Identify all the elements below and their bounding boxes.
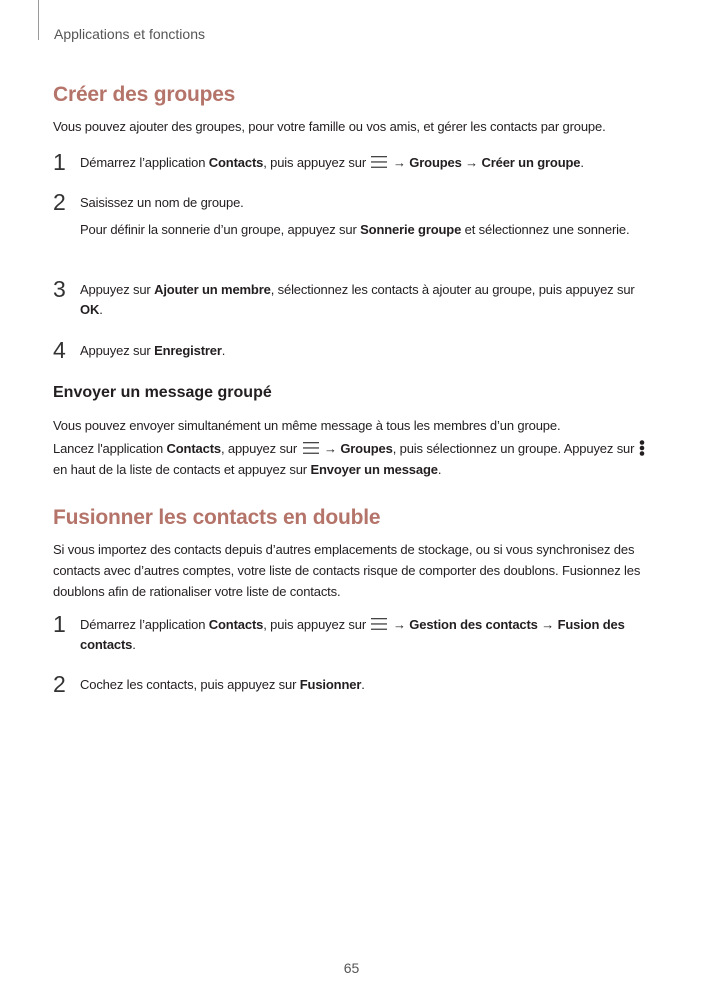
step-number: 2 [53,189,66,215]
menu-icon [371,618,387,630]
menu-icon [303,442,319,454]
step-number: 2 [53,671,66,697]
paragraph: Vous pouvez envoyer simultanément un même message à tous les membres d’un groupe. [53,418,561,433]
section-intro: Vous pouvez ajouter des groupes, pour votre famille ou vos amis, et gérer les contacts par groupe. [53,119,606,134]
section-intro: Si vous importez des contacts depuis d’autres emplacements de stockage, ou si vous synchronisez des contacts avec d’autres comptes, votre liste de contacts risque de comporter des doublons. Fusionnez les doublons afin de rationaliser votre liste de contacts. [53,542,641,599]
subsection-title-group-message: Envoyer un message groupé [53,384,272,401]
paragraph: Lancez l'application Contacts, appuyez sur → Groupes, puis sélectionnez un groupe. Appuyez sur en haut de la liste de contacts et appuyez sur Envoyer un message. [53,438,653,480]
step-number: 1 [53,149,66,175]
page-number: 65 [343,960,360,976]
step-number: 4 [53,337,66,363]
more-options-icon [639,440,645,456]
step-text: Démarrez l’application Contacts, puis appuyez sur → Gestion des contacts → Fusion des contacts. [80,617,625,652]
step-text: Démarrez l’application Contacts, puis appuyez sur → Groupes → Créer un groupe. [80,155,584,170]
margin-rule [38,0,39,40]
section-title-create-groups: Créer des groupes [53,83,236,106]
step-text: Saisissez un nom de groupe. [80,195,244,210]
menu-icon [371,156,387,168]
step-number: 3 [53,276,66,302]
running-header: Applications et fonctions [54,26,205,42]
step-text: Appuyez sur Enregistrer. [80,343,226,358]
step-subtext: Pour définir la sonnerie d’un groupe, appuyez sur Sonnerie groupe et sélectionnez une sonnerie. [80,222,630,237]
section-title-merge-duplicates: Fusionner les contacts en double [53,506,381,529]
step-text: Appuyez sur Ajouter un membre, sélectionnez les contacts à ajouter au groupe, puis appuyez sur OK. [80,282,635,317]
step-number: 1 [53,611,66,637]
step-text: Cochez les contacts, puis appuyez sur Fusionner. [80,677,365,692]
